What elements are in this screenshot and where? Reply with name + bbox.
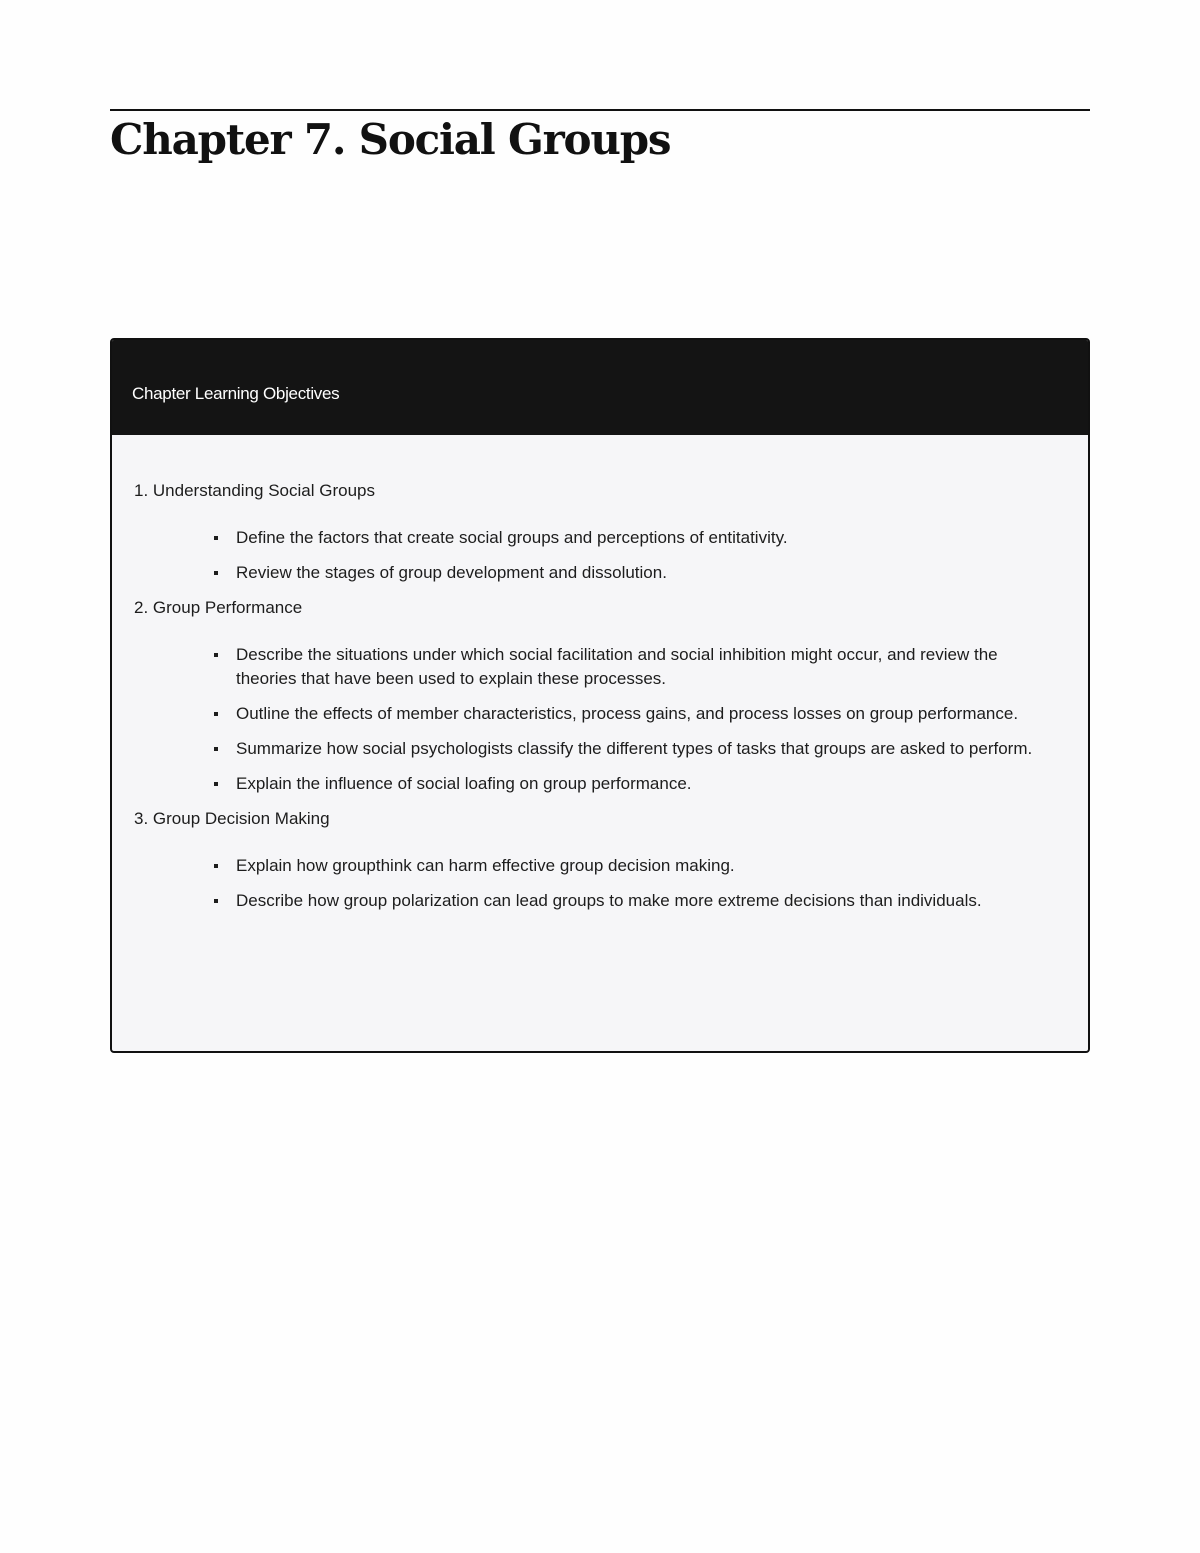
section-heading: 1. Understanding Social Groups — [134, 481, 375, 500]
title-rule — [110, 109, 1090, 111]
list-item — [236, 737, 1056, 761]
learning-objectives-box — [110, 338, 1090, 1053]
objective-section-understanding — [134, 479, 1056, 585]
list-item-text: Describe how group polarization can lead groups to make more extreme decisions than individuals. — [236, 891, 982, 910]
square-bullet-icon — [214, 712, 218, 716]
list-item — [236, 772, 1056, 796]
list-item-text: Explain how groupthink can harm effective group decision making. — [236, 856, 735, 875]
list-item — [236, 643, 1056, 691]
bullet-list — [134, 842, 1056, 913]
chapter-title: Chapter 7. Social Groups — [110, 115, 671, 164]
list-item — [236, 854, 1056, 878]
list-item-text: Outline the effects of member characteristics, process gains, and process losses on group performance. — [236, 704, 1019, 723]
learning-objectives-body — [112, 435, 1088, 913]
list-item-text: Define the factors that create social groups and perceptions of entitativity. — [236, 528, 788, 547]
square-bullet-icon — [214, 653, 218, 657]
square-bullet-icon — [214, 864, 218, 868]
bullet-list — [134, 514, 1056, 585]
bullet-list — [134, 631, 1056, 796]
list-item — [236, 526, 1056, 550]
objective-section-decision-making — [134, 807, 1056, 913]
learning-objectives-header — [112, 340, 1088, 435]
square-bullet-icon — [214, 571, 218, 575]
list-item — [236, 702, 1056, 726]
list-item-text: Explain the influence of social loafing on group performance. — [236, 774, 692, 793]
objective-section-performance — [134, 596, 1056, 796]
list-item-text: Summarize how social psychologists classify the different types of tasks that groups are asked to perform. — [236, 739, 1033, 758]
learning-objectives-title: Chapter Learning Objectives — [132, 383, 340, 403]
square-bullet-icon — [214, 782, 218, 786]
list-item-text: Describe the situations under which social facilitation and social inhibition might occur, and review the theories that have been used to explain these processes. — [236, 645, 998, 688]
square-bullet-icon — [214, 536, 218, 540]
list-item — [236, 561, 1056, 585]
section-heading: 2. Group Performance — [134, 598, 303, 617]
section-heading: 3. Group Decision Making — [134, 809, 330, 828]
square-bullet-icon — [214, 899, 218, 903]
list-item-text: Review the stages of group development and dissolution. — [236, 563, 667, 582]
square-bullet-icon — [214, 747, 218, 751]
list-item — [236, 889, 1056, 913]
